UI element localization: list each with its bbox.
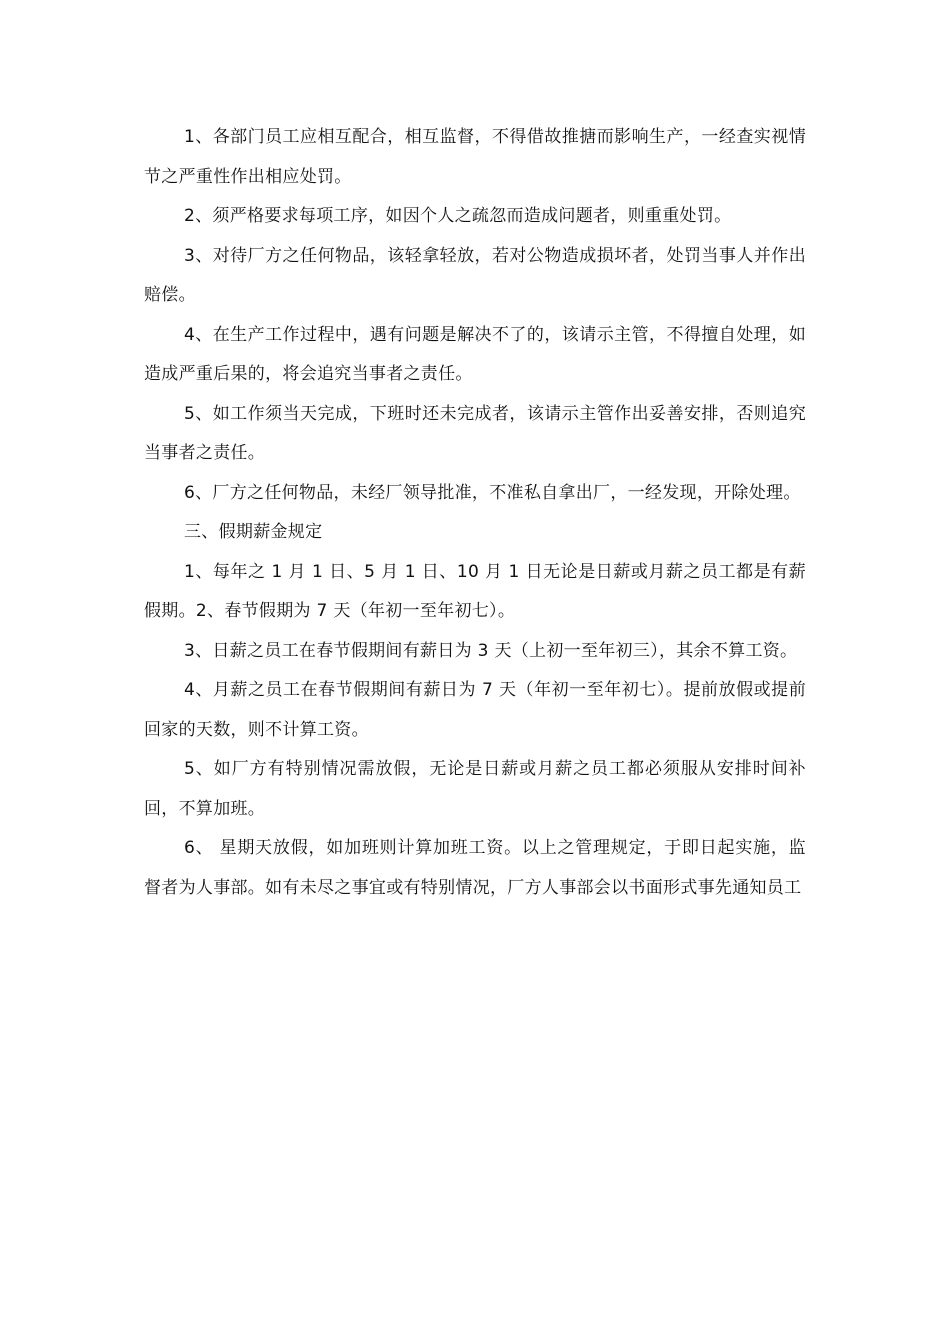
rule-paragraph-2: 2、须严格要求每项工序，如因个人之疏忽而造成问题者，则重重处罚。 xyxy=(184,206,732,226)
holiday-paragraph-5: 5、如厂方有特别情况需放假，无论是日薪或月薪之员工都必须服从安排时间补回，不算加班。 xyxy=(144,759,806,819)
holiday-paragraph-3: 3、日薪之员工在春节假期间有薪日为 3 天（上初一至年初三），其余不算工资。 xyxy=(184,640,798,661)
rule-paragraph-6: 6、厂方之任何物品，未经厂领导批准，不准私自拿出厂，一经发现，开除处理。 xyxy=(184,482,801,503)
rule-paragraph-3: 3、对待厂方之任何物品，该轻拿轻放，若对公物造成损坏者，处罚当事人并作出赔偿。 xyxy=(144,245,806,305)
holiday-paragraph-6: 6、 星期天放假，如加班则计算加班工资。以上之管理规定，于即日起实施，监督者为人事部。如有未尽之事宜或有特别情况，厂方人事部会以书面形式事先通知员工 xyxy=(144,838,806,898)
document-body xyxy=(144,118,806,908)
section-heading-holiday-pay: 三、假期薪金规定 xyxy=(184,522,323,542)
rule-paragraph-5: 5、如工作须当天完成，下班时还未完成者，该请示主管作出妥善安排，否则追究当事者之责任。 xyxy=(144,403,806,463)
rule-paragraph-1: 1、各部门员工应相互配合，相互监督，不得借故推搪而影响生产，一经查实视情节之严重性作出相应处罚。 xyxy=(144,127,806,187)
holiday-paragraph-1: 1、每年之 1 月 1 日、5 月 1 日、10 月 1 日无论是日薪或月薪之员工都是有薪假期。2、春节假期为 7 天（年初一至年初七）。 xyxy=(144,561,806,621)
rule-paragraph-4: 4、在生产工作过程中，遇有问题是解决不了的，该请示主管，不得擅自处理，如造成严重后果的，将会追究当事者之责任。 xyxy=(144,324,806,384)
holiday-paragraph-4: 4、月薪之员工在春节假期间有薪日为 7 天（年初一至年初七）。提前放假或提前回家的天数，则不计算工资。 xyxy=(144,680,806,740)
